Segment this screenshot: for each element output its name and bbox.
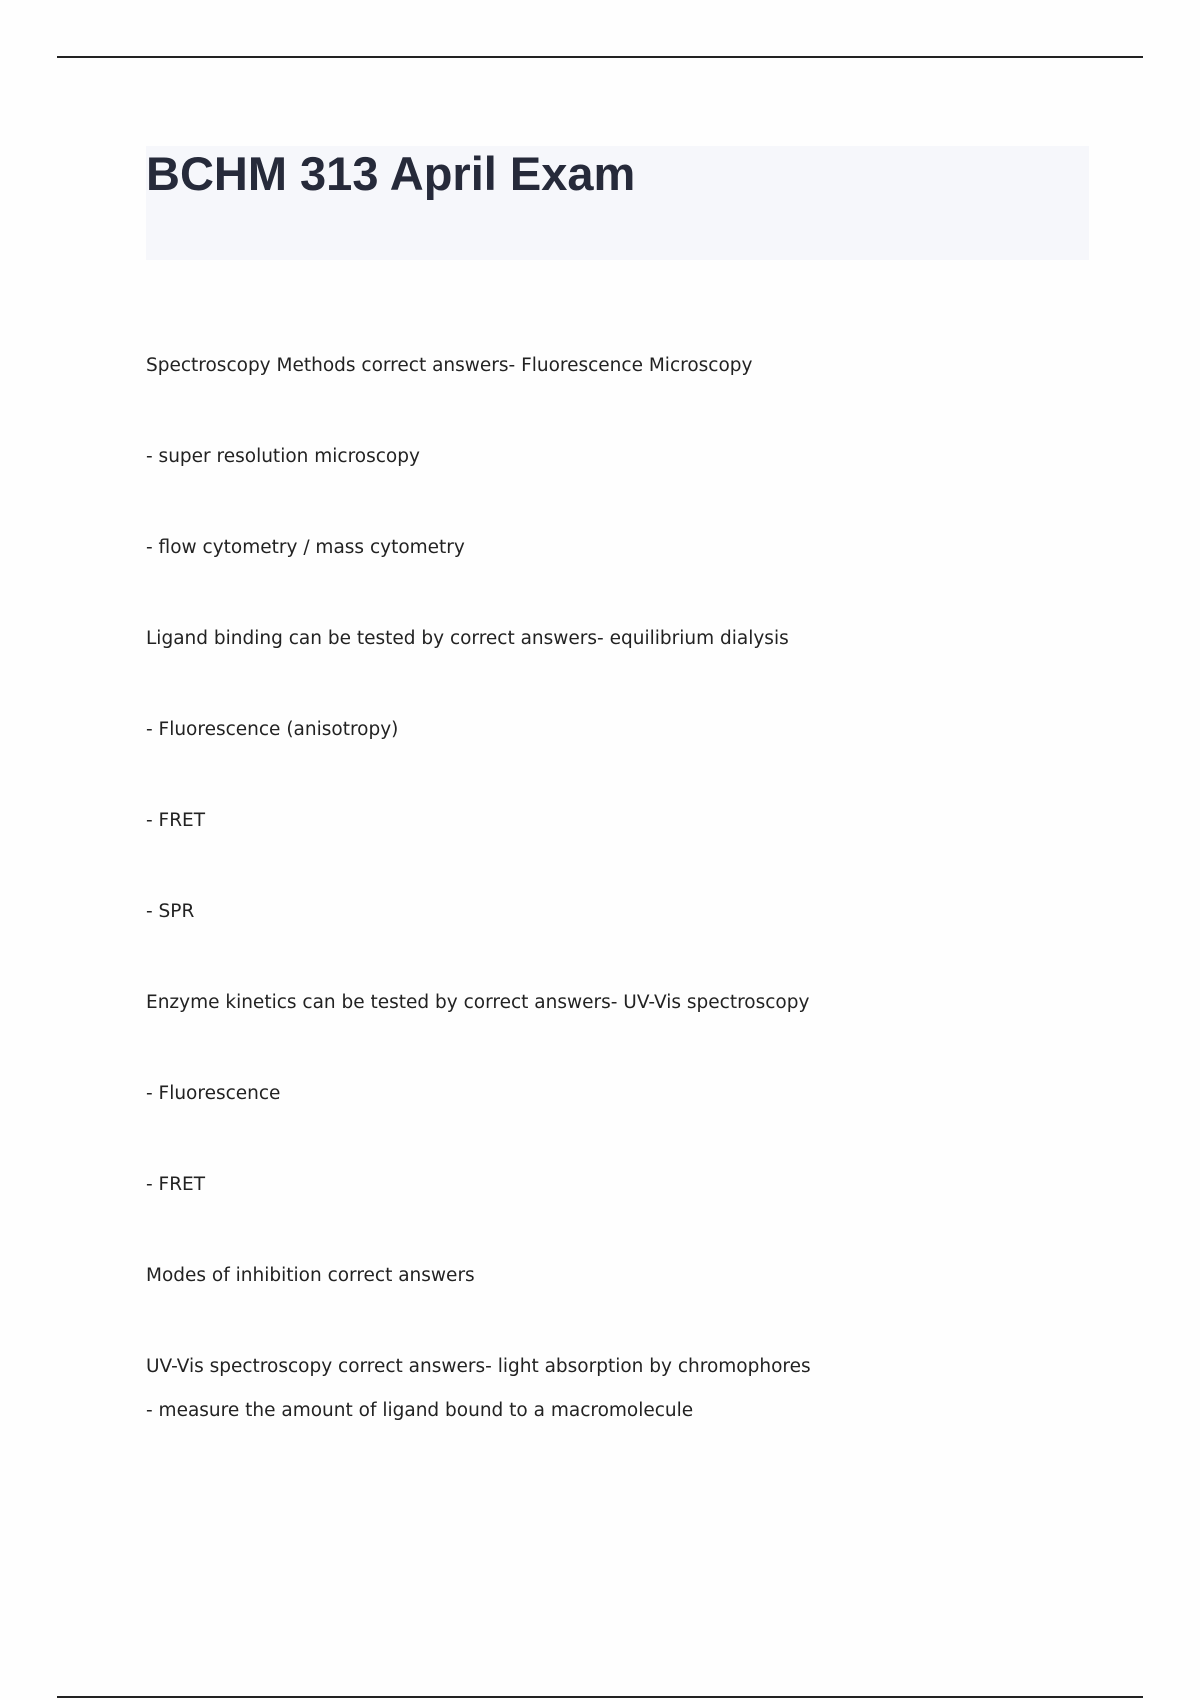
qa-line: - FRET xyxy=(146,1174,206,1195)
qa-line: Ligand binding can be tested by correct answers- equilibrium dialysis xyxy=(146,628,789,649)
qa-line: - Fluorescence (anisotropy) xyxy=(146,719,399,740)
qa-line: Spectroscopy Methods correct answers- Fluorescence Microscopy xyxy=(146,355,753,376)
bottom-divider xyxy=(57,1696,1143,1698)
qa-line: Enzyme kinetics can be tested by correct answers- UV-Vis spectroscopy xyxy=(146,992,810,1013)
qa-line: - FRET xyxy=(146,810,206,831)
qa-line: UV-Vis spectroscopy correct answers- light absorption by chromophores xyxy=(146,1356,811,1377)
qa-line: - super resolution microscopy xyxy=(146,446,420,467)
qa-line: - measure the amount of ligand bound to a macromolecule xyxy=(146,1400,694,1421)
qa-line: - SPR xyxy=(146,901,195,922)
qa-line: Modes of inhibition correct answers xyxy=(146,1265,475,1286)
qa-line: - Fluorescence xyxy=(146,1083,281,1104)
document-title: BCHM 313 April Exam xyxy=(146,147,636,200)
top-divider xyxy=(57,56,1143,58)
qa-line: - flow cytometry / mass cytometry xyxy=(146,537,465,558)
